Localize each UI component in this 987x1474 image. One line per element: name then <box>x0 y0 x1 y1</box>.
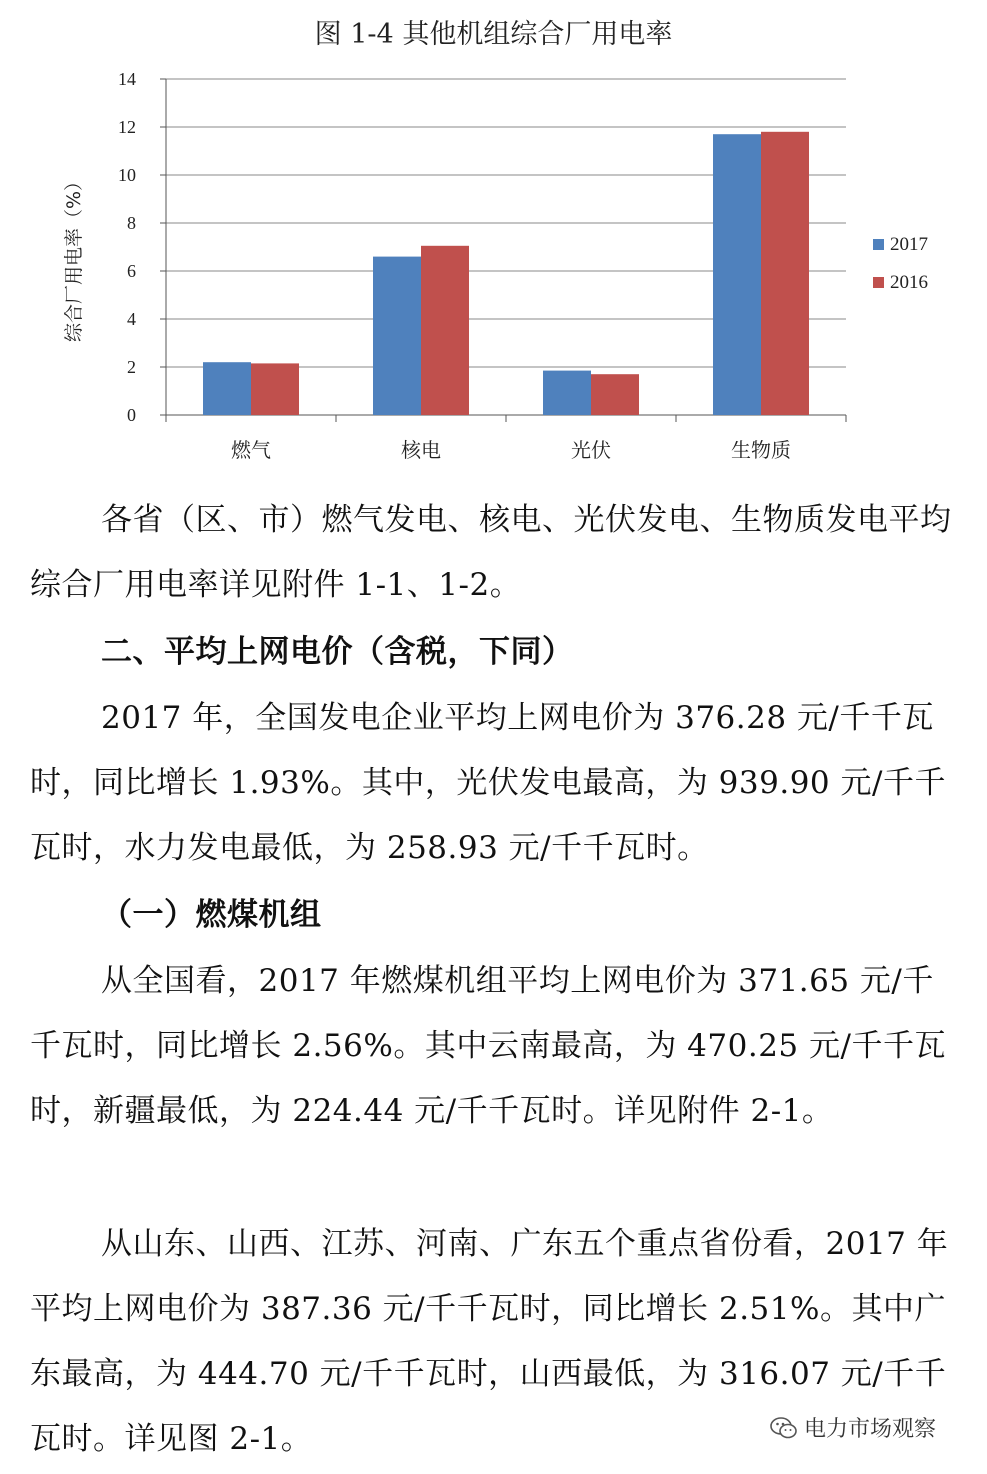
section-heading-price: 二、平均上网电价（含税，下同） <box>101 634 574 670</box>
bar-2017-3 <box>713 134 761 415</box>
bar-2016-0 <box>251 363 299 415</box>
wechat-icon <box>770 1416 798 1440</box>
paragraph-average-rate: 各省（区、市）燃气发电、核电、光伏发电、生物质发电平均综合厂用电率详见附件 1-1、1-2。 <box>30 502 952 603</box>
bar-2017-1 <box>373 257 421 415</box>
legend-label-2017: 2017 <box>890 234 928 255</box>
watermark-text: 电力市场观察 <box>804 1417 937 1442</box>
y-tick-label: 12 <box>118 117 136 137</box>
paragraph-coal-national: 从全国看，2017 年燃煤机组平均上网电价为 371.65 元/千千瓦时，同比增长 2.56%。其中云南最高，为 470.25 元/千千瓦时，新疆最低，为 224.44 元/千千瓦时。详见附件 2-1。 <box>30 963 946 1129</box>
y-tick-label: 14 <box>118 69 136 89</box>
x-tick-label: 燃气 <box>231 438 271 462</box>
chart-title: 图 1-4 其他机组综合厂用电率 <box>314 19 673 50</box>
y-tick-label: 8 <box>127 213 136 233</box>
paragraph-national-price: 2017 年，全国发电企业平均上网电价为 376.28 元/千千瓦时，同比增长 1.93%。其中，光伏发电最高，为 939.90 元/千千瓦时，水力发电最低，为 258.93 元/千千瓦时。 <box>30 700 946 866</box>
y-tick-label: 6 <box>127 261 136 281</box>
bar-2017-0 <box>203 362 251 415</box>
x-tick-label: 核电 <box>401 438 441 462</box>
y-tick-label: 0 <box>127 405 136 425</box>
x-tick-label: 生物质 <box>731 438 791 462</box>
legend-swatch-2016 <box>873 277 884 288</box>
y-tick-label: 4 <box>127 309 136 329</box>
bar-2016-2 <box>591 374 639 415</box>
legend-label-2016: 2016 <box>890 272 928 293</box>
bar-2016-1 <box>421 246 469 415</box>
legend-swatch-2017 <box>873 239 884 250</box>
bar-2017-2 <box>543 371 591 415</box>
y-axis-label: 综合厂用电率（%） <box>63 171 85 343</box>
y-tick-label: 2 <box>127 357 136 377</box>
bar-2016-3 <box>761 132 809 415</box>
watermark <box>770 1412 936 1443</box>
paragraph-coal-provinces: 从山东、山西、江苏、河南、广东五个重点省份看，2017 年平均上网电价为 387.36 元/千千瓦时，同比增长 2.51%。其中广东最高，为 444.70 元/千千瓦时，山西最低，为 316.07 元/千千瓦时。详见图 2-1。 <box>30 1226 949 1457</box>
x-tick-label: 光伏 <box>571 438 611 462</box>
y-tick-label: 10 <box>118 165 136 185</box>
bar-chart <box>0 0 987 480</box>
subsection-heading-coal: （一）燃煤机组 <box>101 897 322 933</box>
